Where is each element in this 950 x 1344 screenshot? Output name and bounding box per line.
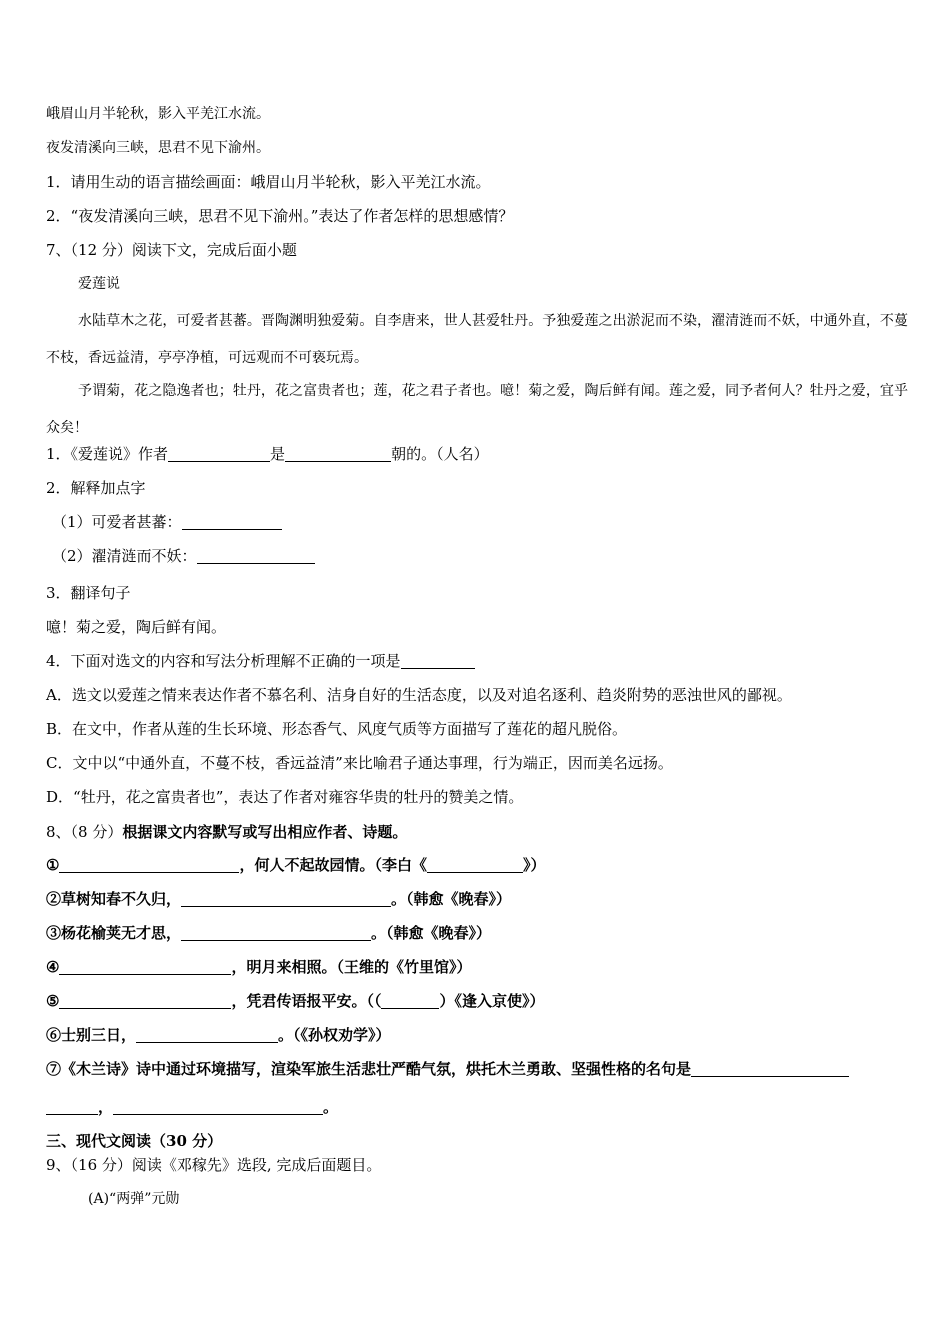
- explain-blank-1[interactable]: [182, 514, 282, 530]
- q8-item-2-source: 。（韩愈《晚春》）: [391, 890, 512, 908]
- q7-sub-2-1: [46, 512, 282, 532]
- dynasty-blank[interactable]: [285, 446, 391, 462]
- q8-blank-7a[interactable]: [691, 1061, 849, 1077]
- q8-item-7-comma: ，: [98, 1098, 114, 1116]
- q8-blank-7b[interactable]: [46, 1099, 98, 1115]
- q8-blank-5-author[interactable]: [381, 993, 439, 1009]
- q7-sub-4: [46, 651, 475, 671]
- explain-blank-2[interactable]: [197, 548, 315, 564]
- q8-item-4: [46, 957, 471, 977]
- q8-blank-7c[interactable]: [113, 1099, 323, 1115]
- q6-item-2: 2．“夜发清溪向三峡，思君不见下渝州。”表达了作者怎样的思想感情？: [46, 207, 514, 225]
- q8-item-5-source: ）《逢入京使》）: [439, 992, 545, 1010]
- q8-item-6: [46, 1025, 391, 1045]
- essay-title: 爱莲说: [78, 276, 120, 292]
- poem-line-1: 峨眉山月半轮秋，影入平羌江水流。: [46, 106, 270, 122]
- q7-sub-1: [46, 444, 489, 464]
- q8-item-4-text: ，明月来相照。（王维的《竹里馆》）: [231, 958, 472, 976]
- q8-item-5-num: ⑤: [46, 992, 60, 1010]
- q8-blank-5[interactable]: [59, 993, 231, 1009]
- q6-item-1: 1．请用生动的语言描绘画面：峨眉山月半轮秋，影入平羌江水流。: [46, 173, 491, 191]
- q8-item-7-cont: [46, 1097, 338, 1117]
- q8-item-2: [46, 889, 511, 909]
- q8-item-3: [46, 923, 491, 943]
- q8-item-1-text: ，何人不起故园情。（李白《: [239, 856, 427, 874]
- q8-blank-3[interactable]: [181, 925, 371, 941]
- q8-blank-2[interactable]: [181, 891, 391, 907]
- q8-item-7-text: ⑦《木兰诗》诗中通过环境描写，渲染军旅生活悲壮严酷气氛，烘托木兰勇敢、坚强性格的名句是: [46, 1060, 692, 1078]
- option-c: C．文中以“中通外直，不蔓不枝，香远益清”来比喻君子通达事理，行为端正，因而美名远扬。: [46, 754, 673, 772]
- q8-item-3-text: ③杨花榆荚无才思，: [46, 924, 182, 942]
- q8-item-6-source: 。（《孙权劝学》）: [278, 1026, 391, 1044]
- q7-sub-2-2: [46, 546, 315, 566]
- q8-item-1: [46, 855, 545, 875]
- q8-blank-4[interactable]: [59, 959, 231, 975]
- q8-blank-1-title[interactable]: [427, 857, 523, 873]
- q8-item-4-num: ④: [46, 958, 60, 976]
- q8-blank-6[interactable]: [136, 1027, 278, 1043]
- q8-item-7: [46, 1059, 849, 1079]
- q8-item-2-text: ②草树知春不久归，: [46, 890, 182, 908]
- q7-sub-1-text-a: 1．《爱莲说》作者: [46, 445, 169, 463]
- poem-line-2: 夜发清溪向三峡，思君不见下渝州。: [46, 140, 270, 156]
- q8-header: [46, 822, 407, 842]
- q7-sub-3: 3．翻译句子: [46, 584, 131, 602]
- section-3-header: 三、现代文阅读（30 分）: [46, 1132, 223, 1150]
- q7-sub-1-text-c: 朝的。（人名）: [391, 445, 489, 463]
- q7-sub-2-2-text: （2）濯清涟而不妖：: [52, 547, 197, 565]
- q7-sub-1-text-b: 是: [270, 445, 286, 463]
- essay-paragraph-1: 水陆草木之花，可爱者甚蕃。晋陶渊明独爱菊。自李唐来，世人甚爱牡丹。予独爱莲之出淤泥而不染，濯清涟而不妖，中通外直，不蔓不枝，香远益清，亭亭净植，可远观而不可亵玩焉。: [46, 313, 908, 366]
- option-b: B．在文中，作者从莲的生长环境、形态香气、风度气质等方面描写了莲花的超凡脱俗。: [46, 720, 628, 738]
- q7-sub-2-1-text: （1）可爱者甚蕃：: [52, 513, 182, 531]
- q8-header-score: 8、（8 分）: [46, 823, 123, 841]
- choice-blank[interactable]: [401, 653, 475, 669]
- q8-blank-1[interactable]: [59, 857, 239, 873]
- q7-sub-3-sentence: 噫！菊之爱，陶后鲜有闻。: [46, 618, 227, 636]
- q8-item-5: [46, 991, 544, 1011]
- option-d: D．“牡丹，花之富贵者也”，表达了作者对雍容华贵的牡丹的赞美之情。: [46, 788, 524, 806]
- q8-item-1-num: ①: [46, 856, 60, 874]
- option-a: A．选文以爱莲之情来表达作者不慕名利、洁身自好的生活态度，以及对追名逐利、趋炎附势的恶浊世风的鄙视。: [46, 686, 792, 704]
- q8-item-5-text: ，凭君传语报平安。（（: [231, 992, 382, 1010]
- q7-sub-2: 2．解释加点字: [46, 479, 146, 497]
- q7-header: 7、（12 分）阅读下文，完成后面小题: [46, 241, 297, 259]
- q8-item-3-source: 。（韩愈《晚春》）: [371, 924, 492, 942]
- author-blank[interactable]: [168, 446, 270, 462]
- q8-item-7-period: 。: [323, 1098, 339, 1116]
- q8-item-6-text: ⑥士别三日，: [46, 1026, 137, 1044]
- q8-header-instruction: 根据课文内容默写或写出相应作者、诗题。: [122, 823, 408, 841]
- q7-sub-4-text: 4．下面对选文的内容和写法分析理解不正确的一项是: [46, 652, 401, 670]
- q8-item-1-close: 》）: [522, 856, 546, 874]
- q9-header: 9、（16 分）阅读《邓稼先》选段, 完成后面题目。: [46, 1156, 382, 1174]
- passage-subtitle: (A)“两弹”元勋: [88, 1191, 180, 1207]
- essay-paragraph-2: 予谓菊，花之隐逸者也；牡丹，花之富贵者也；莲，花之君子者也。噫！菊之爱，陶后鲜有闻。莲之爱，同予者何人？牡丹之爱，宜乎众矣！: [46, 383, 908, 436]
